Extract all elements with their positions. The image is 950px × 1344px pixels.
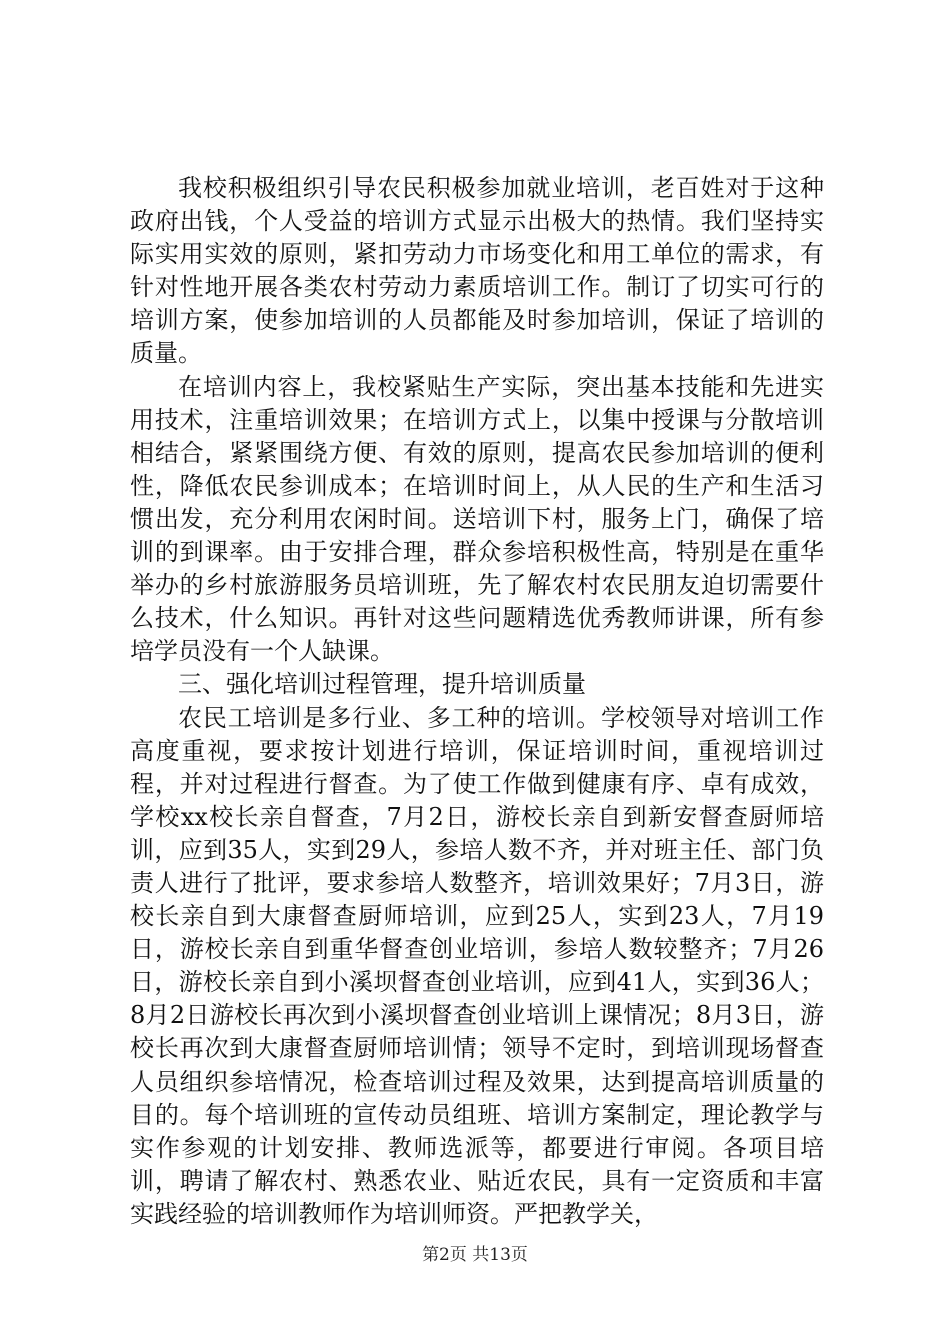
document-body	[130, 172, 824, 1231]
page-number: 第2页 共13页	[422, 1245, 528, 1265]
paragraph-3: 农民工培训是多行业、多工种的培训。学校领导对培训工作高度重视，要求按计划进行培训，保证培训时间，重视培训过程，并对过程进行督查。为了使工作做到健康有序、卓有成效，学校xx校长亲自督查，7月2日，游校长亲自到新安督查厨师培训，应到35人，实到29人，参培人数不齐，并对班主任、部门负责人进行了批评，要求参培人数整齐，培训效果好；7月3日，游校长亲自到大康督查厨师培训，应到25人，实到23人，7月19日，游校长亲自到重华督查创业培训，参培人数较整齐；7月26日，游校长亲自到小溪坝督查创业培训，应到41人，实到36人；8月2日游校长再次到小溪坝督查创业培训上课情况；8月3日，游校长再次到大康督查厨师培训情；领导不定时，到培训现场督查人员组织参培情况，检查培训过程及效果，达到提高培训质量的目的。每个培训班的宣传动员组班、培训方案制定，理论教学与实作参观的计划安排、教师选派等，都要进行审阅。各项目培训，聘请了解农村、熟悉农业、贴近农民，具有一定资质和丰富实践经验的培训教师作为培训师资。严把教学关，	[130, 703, 824, 1228]
paragraph-1: 我校积极组织引导农民积极参加就业培训，老百姓对于这种政府出钱，个人受益的培训方式显示出极大的热情。我们坚持实际实用实效的原则，紧扣劳动力市场变化和用工单位的需求，有针对性地开展各类农村劳动力素质培训工作。制订了切实可行的培训方案，使参加培训的人员都能及时参加培训，保证了培训的质量。	[130, 174, 824, 368]
paragraph-2: 在培训内容上，我校紧贴生产实际，突出基本技能和先进实用技术，注重培训效果；在培训方式上，以集中授课与分散培训相结合，紧紧围绕方便、有效的原则，提高农民参加培训的便利性，降低农民参训成本；在培训时间上，从人民的生产和生活习惯出发，充分利用农闲时间。送培训下村，服务上门，确保了培训的到课率。由于安排合理，群众参培积极性高，特别是在重华举办的乡村旅游服务员培训班，先了解农村农民朋友迫切需要什么技术，什么知识。再针对这些问题精选优秀教师讲课，所有参培学员没有一个人缺课。	[130, 372, 824, 666]
section-heading: 三、强化培训过程管理，提升培训质量	[178, 670, 586, 699]
page-footer	[0, 1244, 950, 1266]
